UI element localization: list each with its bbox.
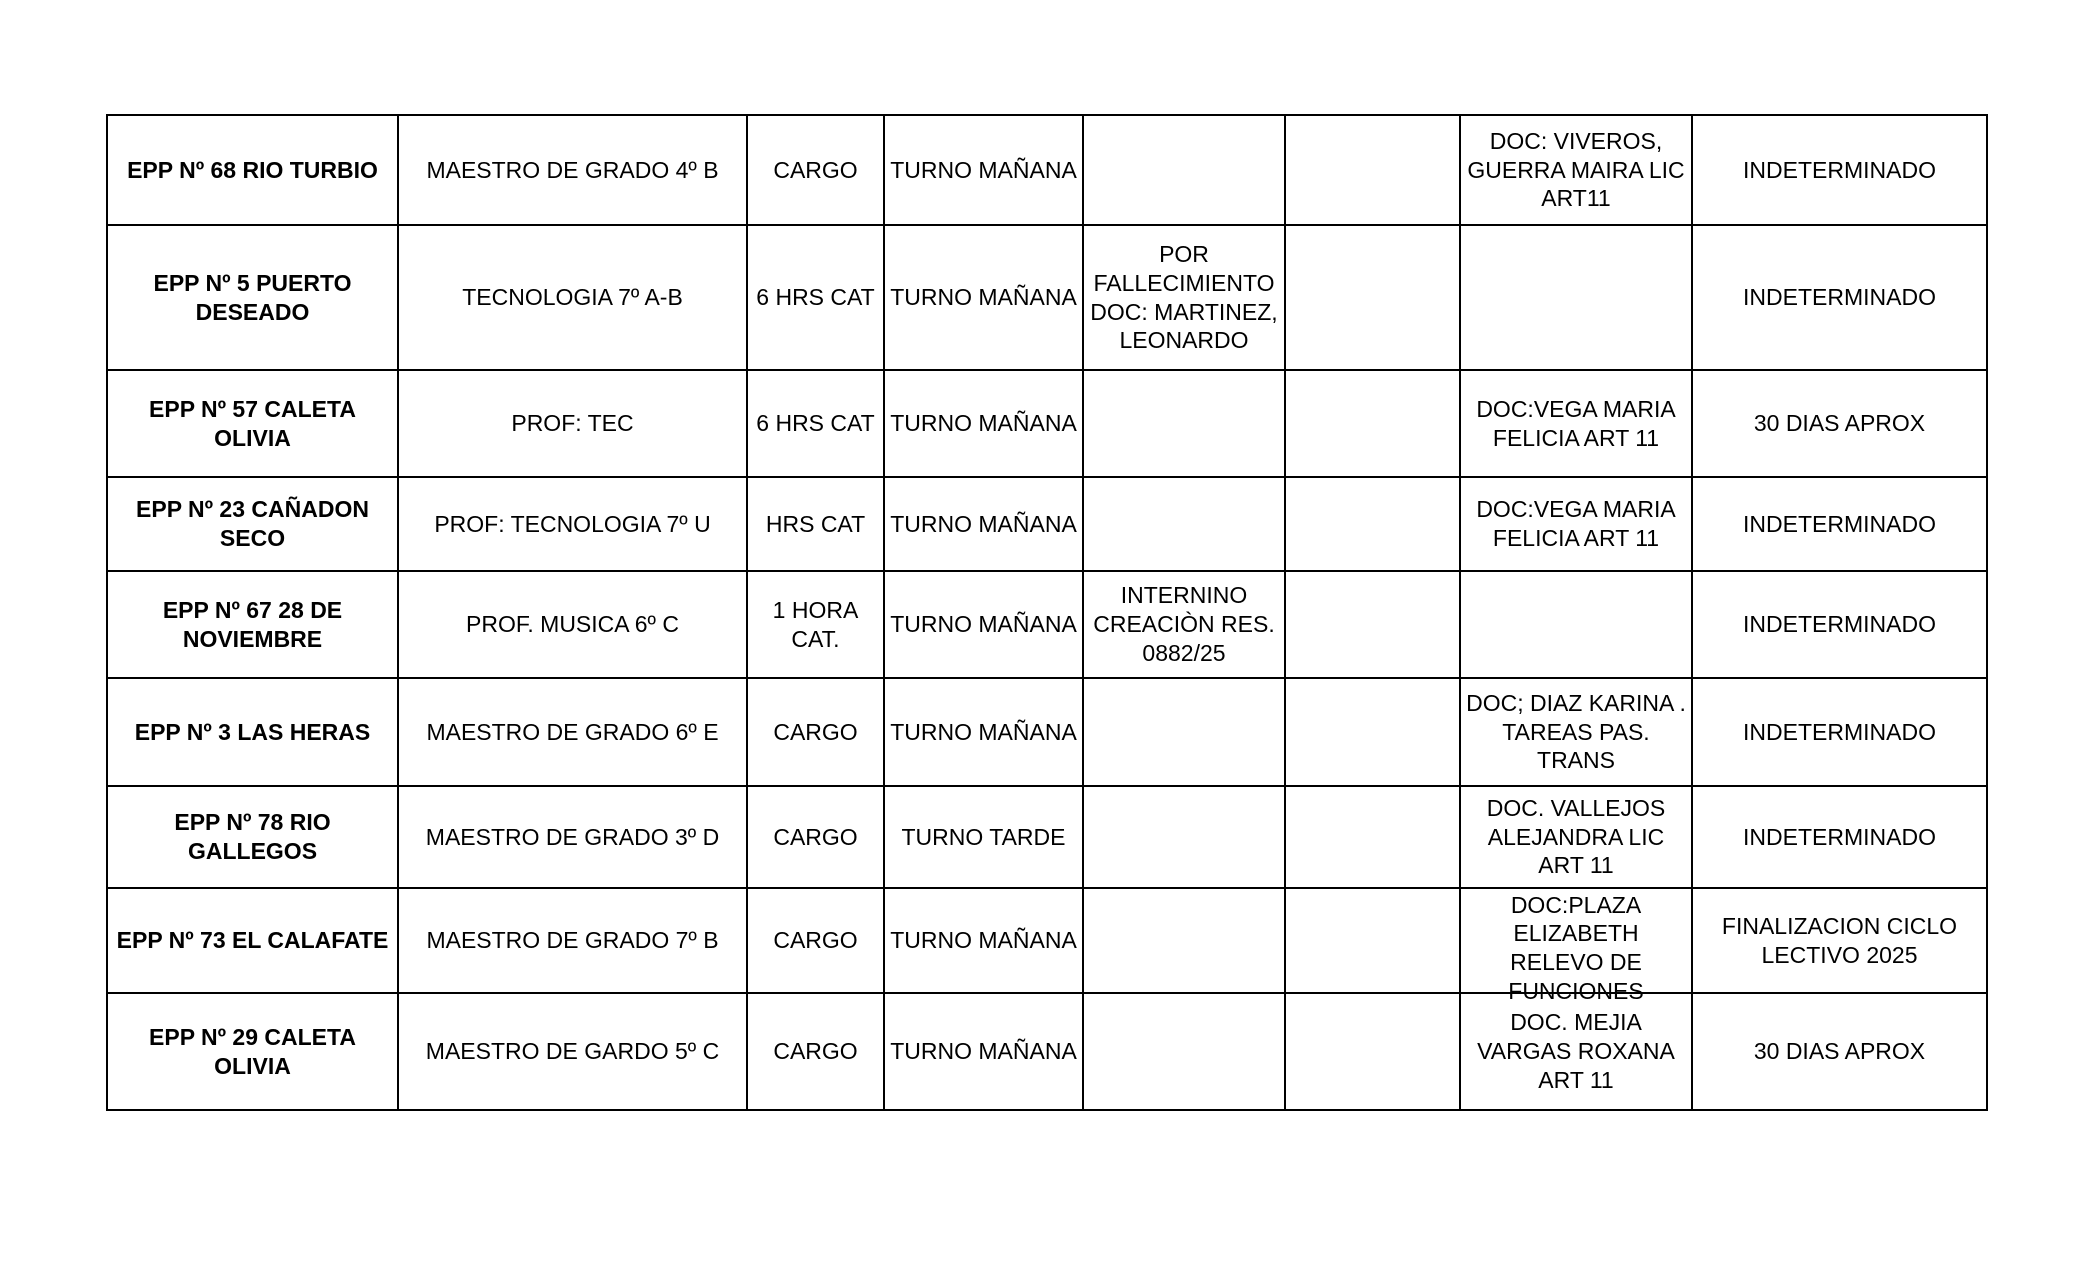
replaces-text: DOC:PLAZA ELIZABETH RELEVO DE FUNCIONES xyxy=(1508,891,1644,1004)
duration-cell: INDETERMINADO xyxy=(1692,571,1987,678)
shift-cell: TURNO MAÑANA xyxy=(884,888,1083,993)
type-cell: HRS CAT xyxy=(747,477,884,571)
school-cell: EPP Nº 3 LAS HERAS xyxy=(107,678,398,786)
type-cell: CARGO xyxy=(747,678,884,786)
shift-cell: TURNO MAÑANA xyxy=(884,993,1083,1110)
position-cell: PROF: TECNOLOGIA 7º U xyxy=(398,477,747,571)
shift-cell: TURNO TARDE xyxy=(884,786,1083,888)
type-cell: CARGO xyxy=(747,993,884,1110)
shift-cell: TURNO MAÑANA xyxy=(884,477,1083,571)
type-cell: 6 HRS CAT xyxy=(747,370,884,477)
type-cell: 6 HRS CAT xyxy=(747,225,884,370)
replaces-cell: DOC:VEGA MARIA FELICIA ART 11 xyxy=(1460,370,1692,477)
cause-cell xyxy=(1083,888,1285,993)
school-cell: EPP Nº 5 PUERTO DESEADO xyxy=(107,225,398,370)
position-cell: PROF: TEC xyxy=(398,370,747,477)
school-cell: EPP Nº 67 28 DE NOVIEMBRE xyxy=(107,571,398,678)
duration-cell: 30 DIAS APROX xyxy=(1692,993,1987,1110)
cause-cell: INTERNINO CREACIÒN RES. 0882/25 xyxy=(1083,571,1285,678)
notes-cell xyxy=(1285,786,1460,888)
school-cell: EPP Nº 29 CALETA OLIVIA xyxy=(107,993,398,1110)
school-cell: EPP Nº 73 EL CALAFATE xyxy=(107,888,398,993)
position-cell: MAESTRO DE GRADO 3º D xyxy=(398,786,747,888)
shift-cell: TURNO MAÑANA xyxy=(884,225,1083,370)
notes-cell xyxy=(1285,225,1460,370)
cause-cell xyxy=(1083,477,1285,571)
notes-cell xyxy=(1285,115,1460,225)
duration-cell: INDETERMINADO xyxy=(1692,786,1987,888)
replaces-cell: DOC. MEJIA VARGAS ROXANA ART 11 xyxy=(1460,993,1692,1110)
notes-cell xyxy=(1285,571,1460,678)
replaces-cell xyxy=(1460,888,1692,1004)
cause-cell xyxy=(1083,678,1285,786)
school-cell: EPP Nº 78 RIO GALLEGOS xyxy=(107,786,398,888)
type-cell: CARGO xyxy=(747,888,884,993)
vacancies-table xyxy=(106,114,1988,1111)
position-cell: PROF. MUSICA 6º C xyxy=(398,571,747,678)
cause-cell xyxy=(1083,115,1285,225)
table-row xyxy=(107,678,1987,786)
notes-cell xyxy=(1285,477,1460,571)
position-cell: MAESTRO DE GRADO 6º E xyxy=(398,678,747,786)
school-cell: EPP Nº 57 CALETA OLIVIA xyxy=(107,370,398,477)
shift-cell: TURNO MAÑANA xyxy=(884,571,1083,678)
table-row xyxy=(107,993,1987,1110)
type-cell: 1 HORA CAT. xyxy=(747,571,884,678)
position-cell: MAESTRO DE GARDO 5º C xyxy=(398,993,747,1110)
shift-cell: TURNO MAÑANA xyxy=(884,370,1083,477)
table-row xyxy=(107,571,1987,678)
replaces-cell xyxy=(1460,225,1692,370)
duration-cell: 30 DIAS APROX xyxy=(1692,370,1987,477)
cause-cell xyxy=(1083,370,1285,477)
replaces-cell: DOC: VIVEROS, GUERRA MAIRA LIC ART11 xyxy=(1460,115,1692,225)
cause-cell: POR FALLECIMIENTO DOC: MARTINEZ, LEONARDO xyxy=(1083,225,1285,370)
notes-cell xyxy=(1285,993,1460,1110)
position-cell: MAESTRO DE GRADO 7º B xyxy=(398,888,747,993)
replaces-cell: DOC; DIAZ KARINA . TAREAS PAS. TRANS xyxy=(1460,678,1692,786)
notes-cell xyxy=(1285,888,1460,993)
cause-cell xyxy=(1083,786,1285,888)
notes-cell xyxy=(1285,678,1460,786)
duration-cell: INDETERMINADO xyxy=(1692,225,1987,370)
table-row xyxy=(107,477,1987,571)
table-row xyxy=(107,370,1987,477)
notes-cell xyxy=(1285,370,1460,477)
table-row xyxy=(107,888,1987,993)
type-cell: CARGO xyxy=(747,786,884,888)
shift-cell: TURNO MAÑANA xyxy=(884,678,1083,786)
school-cell: EPP Nº 23 CAÑADON SECO xyxy=(107,477,398,571)
type-cell: CARGO xyxy=(747,115,884,225)
table-row xyxy=(107,225,1987,370)
replaces-cell: DOC:VEGA MARIA FELICIA ART 11 xyxy=(1460,477,1692,571)
duration-cell: INDETERMINADO xyxy=(1692,477,1987,571)
school-cell: EPP Nº 68 RIO TURBIO xyxy=(107,115,398,225)
shift-cell: TURNO MAÑANA xyxy=(884,115,1083,225)
table-row xyxy=(107,786,1987,888)
duration-cell: FINALIZACION CICLO LECTIVO 2025 xyxy=(1692,888,1987,993)
table-row xyxy=(107,115,1987,225)
replaces-cell xyxy=(1460,571,1692,678)
cause-cell xyxy=(1083,993,1285,1110)
replaces-cell: DOC. VALLEJOS ALEJANDRA LIC ART 11 xyxy=(1460,786,1692,888)
position-cell: TECNOLOGIA 7º A-B xyxy=(398,225,747,370)
position-cell: MAESTRO DE GRADO 4º B xyxy=(398,115,747,225)
duration-cell: INDETERMINADO xyxy=(1692,678,1987,786)
duration-cell: INDETERMINADO xyxy=(1692,115,1987,225)
